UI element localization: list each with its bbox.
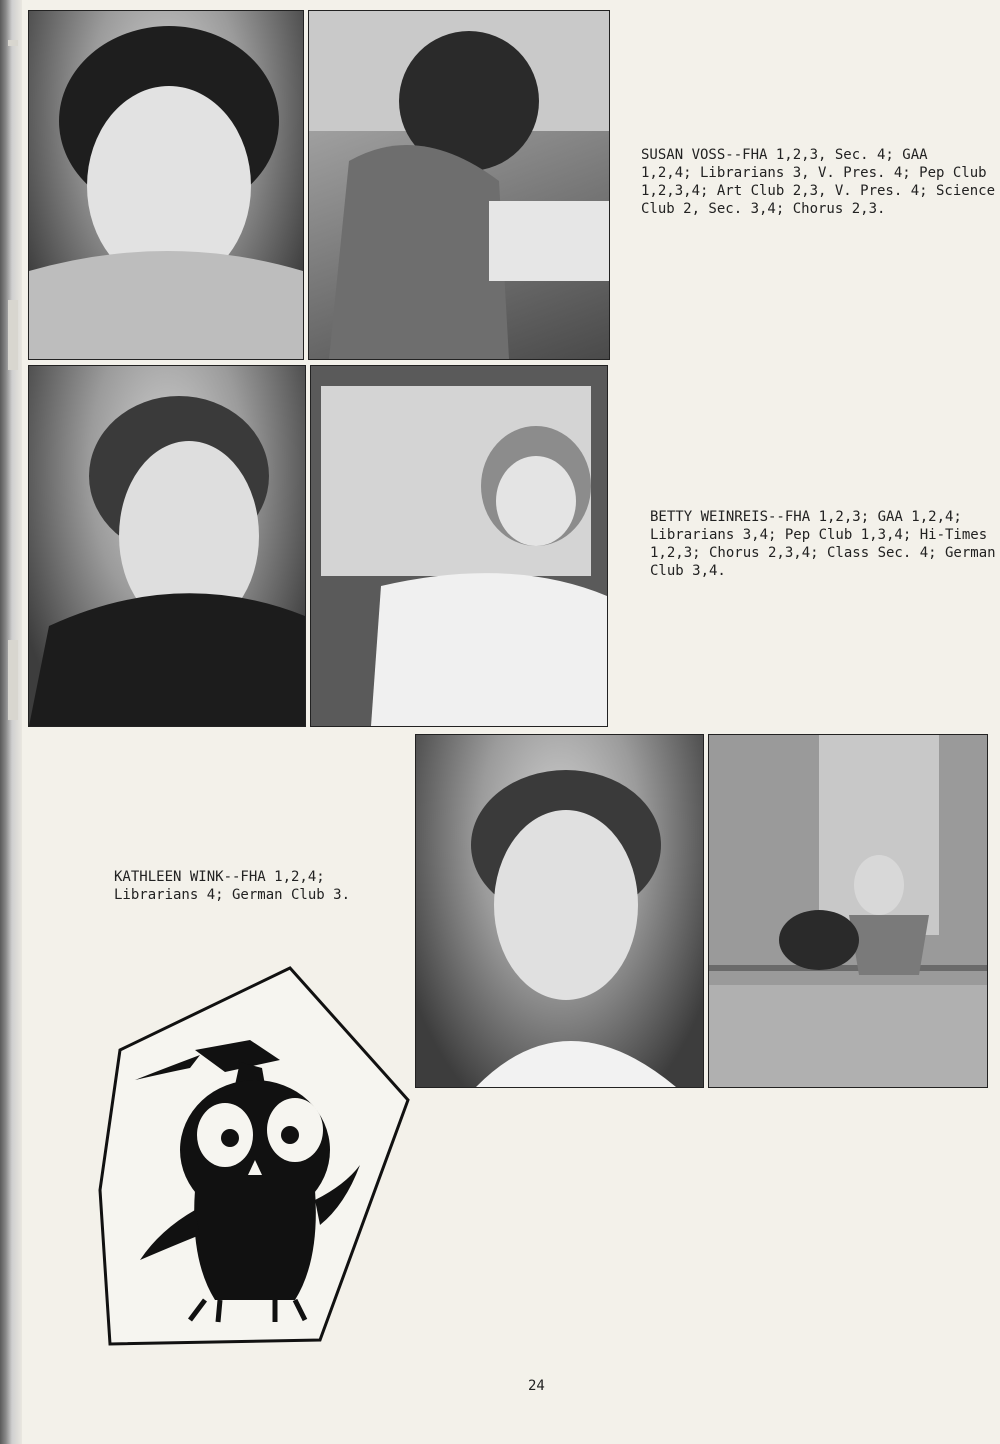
betty-weinreis-candid-photo [310,365,608,727]
susan-voss-bio [641,146,995,218]
susan-voss-candid-photo [308,10,610,360]
graduation-owl-emblem-icon [90,960,420,1350]
kathleen-wink-candid-photo [708,734,988,1088]
kathleen-wink-portrait-photo [415,734,704,1088]
bio-line: SUSAN VOSS--FHA 1,2,3, Sec. 4; GAA [641,147,928,163]
bio-line: Librarians 4; German Club 3. [114,887,351,903]
betty-weinreis-bio [650,508,996,580]
page-number: 24 [528,1378,545,1394]
betty-weinreis-portrait-photo [28,365,306,727]
bio-line: BETTY WEINREIS--FHA 1,2,3; GAA 1,2,4; [650,509,962,525]
bio-line: Club 3,4. [650,563,726,579]
kathleen-wink-bio [114,868,350,904]
bio-line: 1,2,3; Chorus 2,3,4; Class Sec. 4; German [650,545,996,561]
bio-line: Librarians 3,4; Pep Club 1,3,4; Hi-Times [650,527,988,543]
bio-line: 1,2,3,4; Art Club 2,3, V. Pres. 4; Science [641,183,996,199]
bio-line: Club 2, Sec. 3,4; Chorus 2,3. [641,201,886,217]
bio-line: 1,2,4; Librarians 3, V. Pres. 4; Pep Club [641,165,987,181]
book-binding-edge [0,0,22,1444]
susan-voss-portrait-photo [28,10,304,360]
bio-line: KATHLEEN WINK--FHA 1,2,4; [114,869,325,885]
